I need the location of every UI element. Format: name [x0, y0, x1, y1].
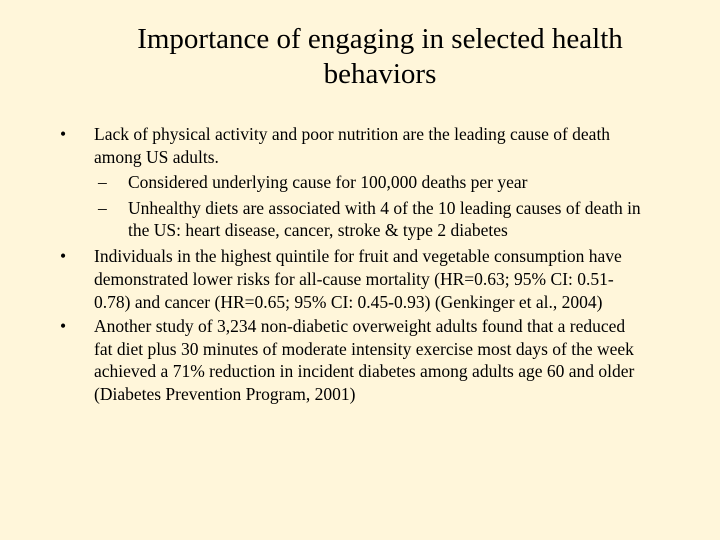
sub-bullet-1-line-1: Considered underlying cause for 100,000 deaths per year — [128, 172, 528, 192]
bullet-1-line-2: among US adults. — [94, 147, 219, 167]
sub-bullet-2-line-2: the US: heart disease, cancer, stroke & type 2 diabetes — [128, 220, 508, 240]
bullet-1-line-1: Lack of physical activity and poor nutrition are the leading cause of death — [94, 124, 611, 144]
title-line-1: Importance of engaging in selected health — [137, 23, 623, 55]
bullet-2-line-3: 0.78) and cancer (HR=0.65; 95% CI: 0.45-0.93) (Genkinger et al., 2004) — [94, 292, 603, 312]
bullet-3-line-3: achieved a 71% reduction in incident diabetes among adults age 60 and older — [94, 361, 635, 381]
slide-title — [60, 22, 700, 92]
bullet-marker: • — [60, 124, 67, 144]
bullet-marker: • — [60, 246, 67, 266]
bullet-marker: • — [60, 316, 67, 336]
title-line-2: behaviors — [323, 58, 437, 90]
bullet-2-line-1: Individuals in the highest quintile for fruit and vegetable consumption have — [94, 246, 622, 266]
dash-marker: – — [98, 198, 107, 218]
bullet-3-line-1: Another study of 3,234 non-diabetic overweight adults found that a reduced — [94, 316, 626, 336]
dash-marker: – — [98, 172, 107, 192]
sub-bullet-2-line-1: Unhealthy diets are associated with 4 of the 10 leading causes of death in — [128, 198, 641, 218]
bullet-2-line-2: demonstrated lower risks for all-cause mortality (HR=0.63; 95% CI: 0.51- — [94, 269, 614, 289]
bullet-3-line-4: (Diabetes Prevention Program, 2001) — [94, 384, 356, 404]
bullet-3-line-2: fat diet plus 30 minutes of moderate intensity exercise most days of the week — [94, 339, 634, 359]
